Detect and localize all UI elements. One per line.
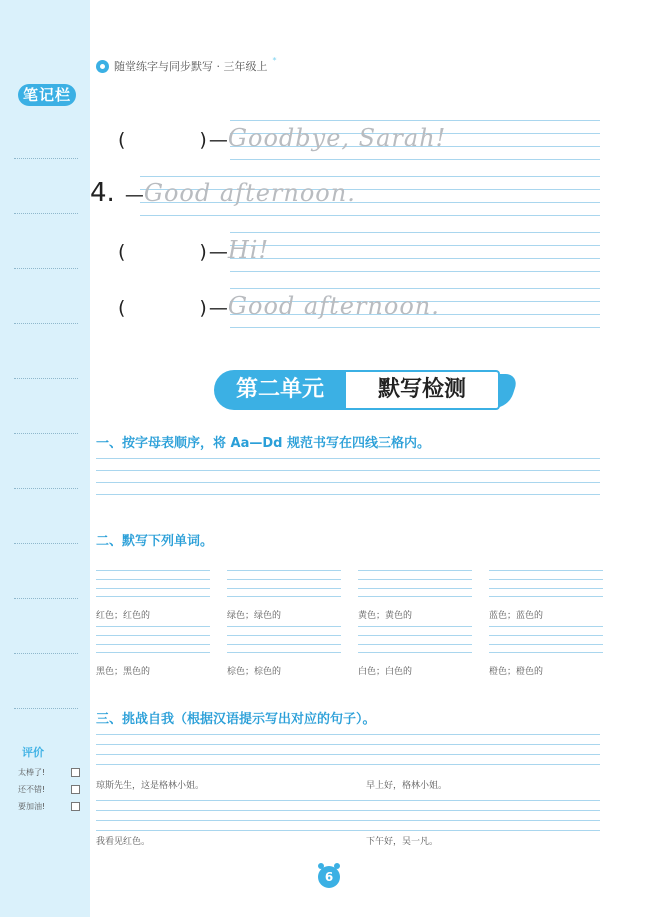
evaluation-option-label: 太棒了!: [18, 768, 46, 777]
word-writing-guide[interactable]: [227, 570, 341, 596]
word-hint: 绿色；绿色的: [227, 611, 282, 621]
page-header: [96, 55, 277, 74]
word-hint: 黑色；黑色的: [96, 667, 151, 677]
sentence-hint: 我看见红色。: [96, 837, 151, 847]
answer-paren-close: ): [199, 241, 207, 263]
answer-paren-open: (: [118, 241, 126, 263]
evaluation-option[interactable]: [18, 781, 80, 798]
sentence-writing-guide[interactable]: [96, 734, 600, 764]
exercise-line: [118, 236, 269, 264]
word-writing-guide[interactable]: [96, 626, 210, 652]
banner-title: 默写检测: [346, 370, 500, 410]
word-hint: 棕色；棕色的: [227, 667, 282, 677]
dialogue-dash: —: [208, 241, 228, 263]
dialogue-dash: —: [124, 184, 144, 206]
word-hint: 黄色；黄色的: [358, 611, 413, 621]
unit-banner: [214, 370, 512, 410]
answer-paren-close: ): [199, 297, 207, 319]
tracing-text: Goodbye, Sarah!: [227, 124, 447, 152]
sentence-hint: 下午好，吴一凡。: [366, 837, 439, 847]
answer-paren-open: (: [118, 297, 126, 319]
star-icon: *: [272, 55, 277, 65]
word-hint: 红色；红色的: [96, 611, 151, 621]
sentence-hint: 早上好，格林小姐。: [366, 781, 448, 791]
notes-line: [14, 268, 78, 269]
notes-line: [14, 708, 78, 709]
section-heading: 二、默写下列单词。: [96, 534, 214, 549]
header-title: 随堂练字与同步默写 · 三年级上: [114, 60, 268, 73]
exercise-line: [118, 124, 446, 152]
evaluation-checkbox[interactable]: [71, 785, 80, 794]
word-hint: 蓝色；蓝色的: [489, 611, 544, 621]
section-heading: 一、按字母表顺序，将 Aa—Dd 规范书写在四线三格内。: [96, 436, 430, 451]
word-writing-guide[interactable]: [227, 626, 341, 652]
evaluation-box: [18, 744, 80, 822]
evaluation-title: 评价: [22, 746, 44, 759]
sentence-hint: 琼斯先生，这是格林小姐。: [96, 781, 205, 791]
section-heading: 三、挑战自我（根据汉语提示写出对应的句子）。: [96, 712, 376, 727]
exercise-line: [90, 178, 356, 208]
notes-line: [14, 543, 78, 544]
evaluation-option[interactable]: [18, 764, 80, 781]
answer-paren-open: (: [118, 129, 126, 151]
tracing-text: Hi!: [227, 236, 270, 264]
page-number: 6: [318, 866, 340, 888]
notes-line: [14, 488, 78, 489]
answer-paren-close: ): [199, 129, 207, 151]
question-number: 4.: [90, 178, 115, 208]
evaluation-option-label: 还不错!: [18, 785, 46, 794]
word-hint: 白色；白色的: [358, 667, 413, 677]
tracing-text: Good afternoon.: [143, 179, 356, 207]
sentence-writing-guide[interactable]: [96, 800, 600, 830]
notes-line: [14, 598, 78, 599]
evaluation-checkbox[interactable]: [71, 802, 80, 811]
tracing-text: Good afternoon.: [227, 292, 440, 320]
evaluation-option-label: 要加油!: [18, 802, 46, 811]
notes-sidebar-title: 笔记栏: [18, 84, 76, 106]
dialogue-dash: —: [208, 129, 228, 151]
alphabet-writing-guide[interactable]: [96, 458, 600, 494]
notes-line: [14, 433, 78, 434]
word-hint: 橙色；橙色的: [489, 667, 544, 677]
word-writing-guide[interactable]: [358, 626, 472, 652]
evaluation-option[interactable]: [18, 798, 80, 815]
notes-line: [14, 378, 78, 379]
writing-guide: [227, 232, 600, 272]
notes-line: [14, 653, 78, 654]
word-writing-guide[interactable]: [358, 570, 472, 596]
dialogue-dash: —: [208, 297, 228, 319]
word-writing-guide[interactable]: [489, 570, 603, 596]
word-writing-guide[interactable]: [489, 626, 603, 652]
notes-line: [14, 323, 78, 324]
notes-sidebar: [0, 0, 90, 917]
word-writing-guide[interactable]: [96, 570, 210, 596]
flower-icon: [96, 60, 109, 73]
notes-line: [14, 158, 78, 159]
notes-line: [14, 213, 78, 214]
evaluation-checkbox[interactable]: [71, 768, 80, 777]
exercise-line: [118, 292, 440, 320]
unit-label: 第二单元: [214, 370, 346, 410]
